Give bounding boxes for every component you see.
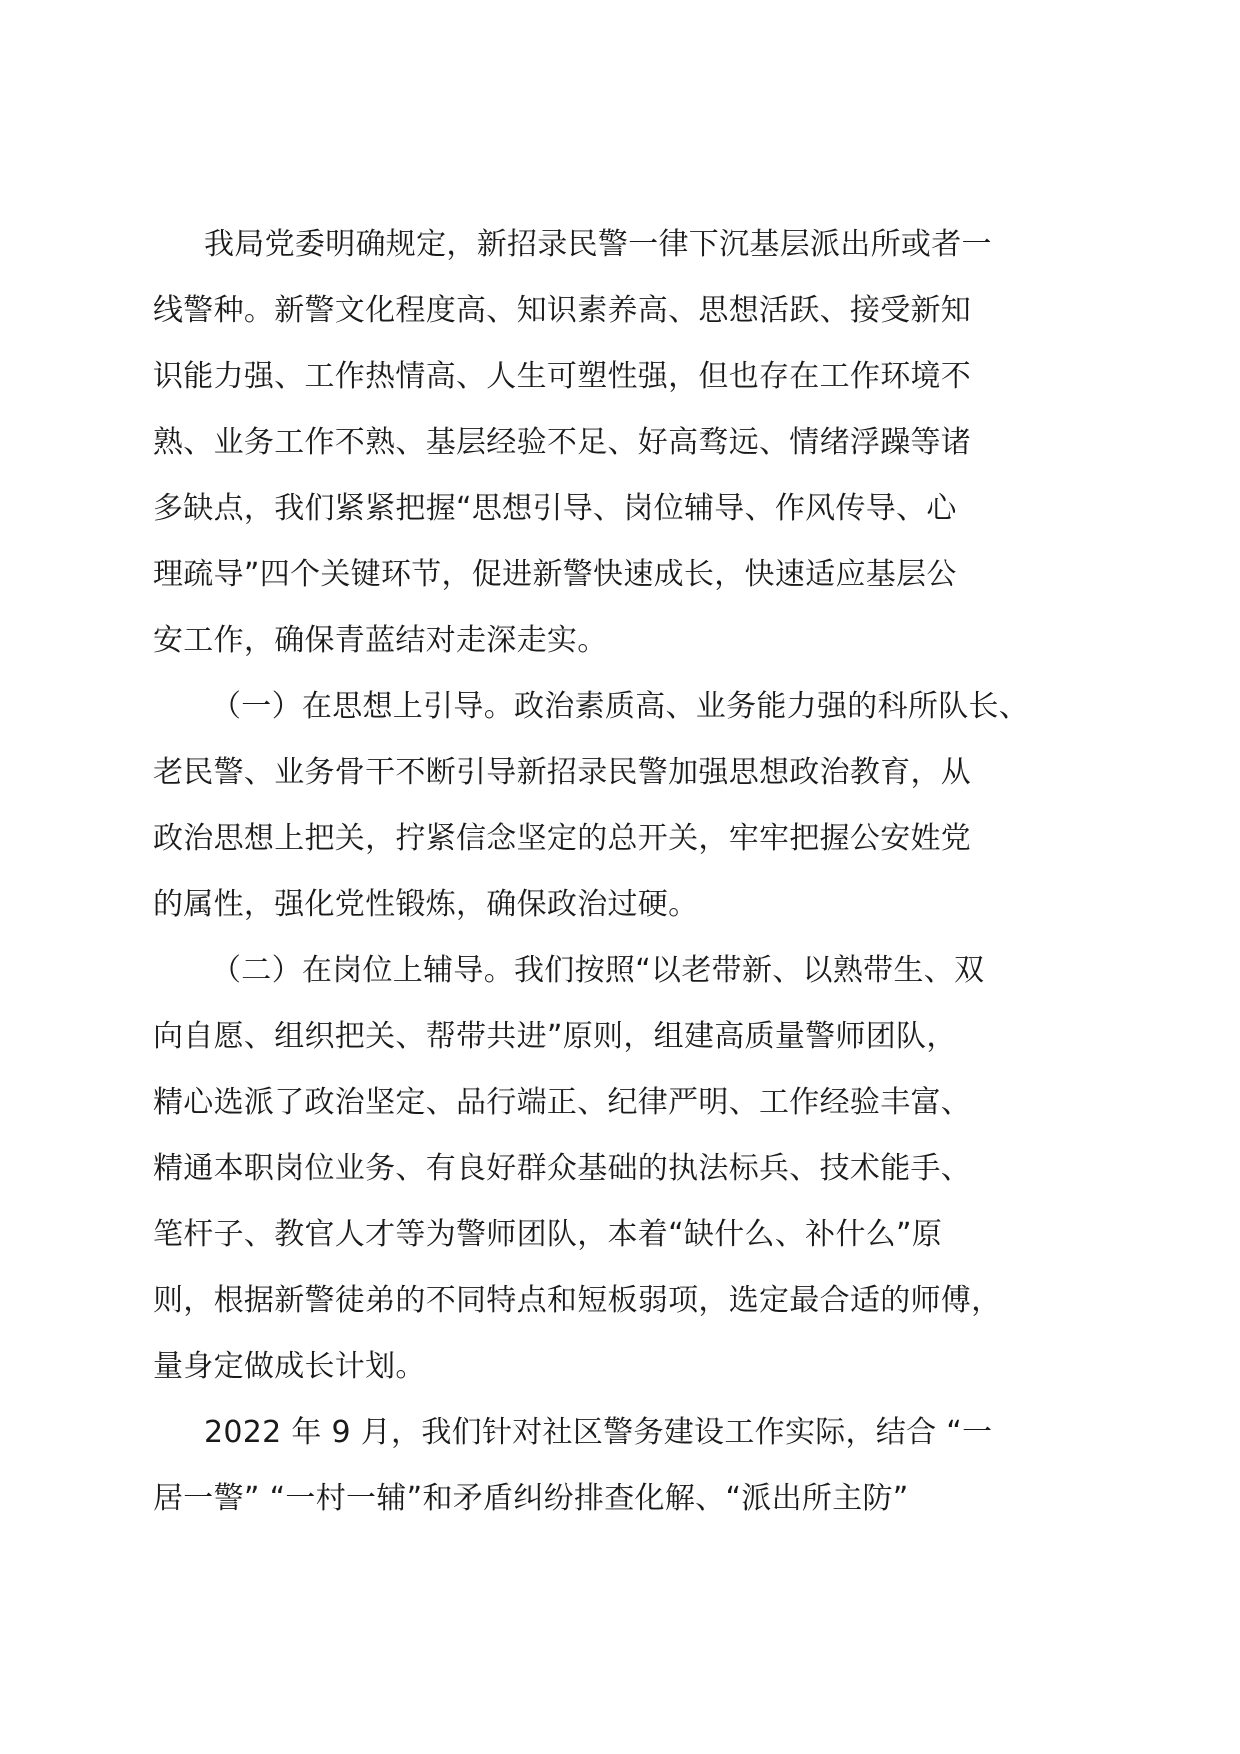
text-line: 量身定做成长计划。 xyxy=(153,1349,426,1384)
text-line: 政治思想上把关，拧紧信念坚定的总开关，牢牢把握公安姓党 xyxy=(153,821,972,856)
text-line: 我局党委明确规定，新招录民警一律下沉基层派出所或者一 xyxy=(204,227,992,262)
text-line: 理疏导”四个关键环节，促进新警快速成长，快速适应基层公 xyxy=(153,557,957,592)
text-line: 老民警、业务骨干不断引导新招录民警加强思想政治教育，从 xyxy=(153,755,972,790)
text-line: 线警种。新警文化程度高、知识素养高、思想活跃、接受新知 xyxy=(153,293,972,328)
text-line: 熟、业务工作不熟、基层经验不足、好高骛远、情绪浮躁等诸 xyxy=(153,425,972,460)
text-line: 精通本职岗位业务、有良好群众基础的执法标兵、技术能手、 xyxy=(153,1151,972,1186)
text-line: 安工作，确保青蓝结对走深走实。 xyxy=(153,623,608,658)
text-line: 向自愿、组织把关、帮带共进”原则，组建高质量警师团队， xyxy=(153,1019,957,1054)
text-line: 笔杆子、教官人才等为警师团队，本着“缺什么、补什么”原 xyxy=(153,1217,943,1252)
text-line: 多缺点，我们紧紧把握“思想引导、岗位辅导、作风传导、心 xyxy=(153,491,957,526)
text-line: 居一警” “一村一辅”和矛盾纠纷排查化解、“派出所主防” xyxy=(153,1481,909,1516)
document-body xyxy=(153,212,1098,1532)
text-line: 识能力强、工作热情高、人生可塑性强，但也存在工作环境不 xyxy=(153,359,972,394)
text-line: 精心选派了政治坚定、品行端正、纪律严明、工作经验丰富、 xyxy=(153,1085,972,1120)
text-line: 的属性，强化党性锻炼，确保政治过硬。 xyxy=(153,887,699,922)
text-line: （一）在思想上引导。政治素质高、业务能力强的科所队长、 xyxy=(211,689,1030,724)
text-line: 则，根据新警徒弟的不同特点和短板弱项，选定最合适的师傅， xyxy=(153,1283,1002,1318)
text-line: （二）在岗位上辅导。我们按照“以老带新、以熟带生、双 xyxy=(211,953,985,988)
text-line: 2022 年 9 月，我们针对社区警务建设工作实际，结合 “一 xyxy=(204,1415,993,1450)
